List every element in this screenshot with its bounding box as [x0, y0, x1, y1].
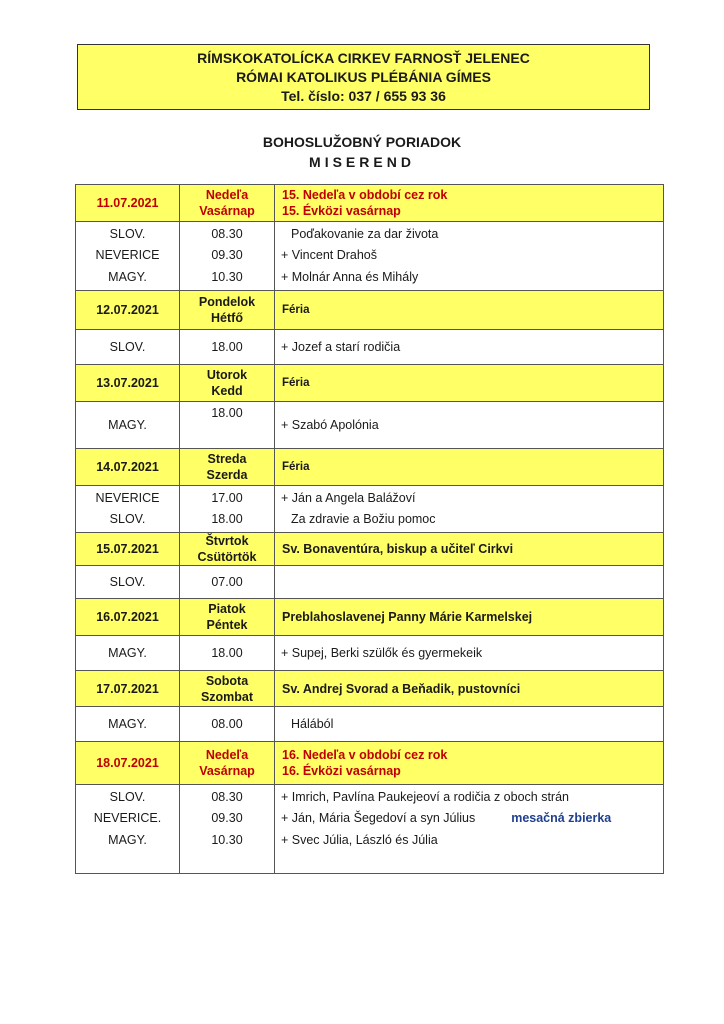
mass-place: MAGY. — [76, 707, 180, 742]
mass-times — [180, 785, 275, 874]
day-name-sk: Piatok — [208, 602, 246, 616]
day-header-row — [76, 291, 664, 330]
mass-intention: Poďakovanie za dar života — [291, 227, 439, 242]
day-date: 18.07.2021 — [76, 742, 180, 785]
mass-row — [76, 636, 664, 671]
mass-time: 18.00 — [180, 330, 275, 365]
day-name-sk: Pondelok — [198, 295, 256, 309]
day-header-row — [76, 185, 664, 222]
mass-place: SLOV. — [76, 566, 180, 599]
mass-place: SLOV. — [109, 227, 146, 242]
day-date: 15.07.2021 — [76, 533, 180, 566]
mass-row — [76, 707, 664, 742]
day-name — [180, 449, 275, 486]
mass-place: NEVERICE. — [93, 811, 162, 826]
mass-intention: + Ján a Angela Balážoví — [281, 490, 416, 505]
feast: Sv. Andrej Svorad a Beňadik, pustovníci — [275, 671, 664, 707]
page-title: BOHOSLUŽOBNÝ PORIADOK — [262, 134, 462, 150]
feast: Féria — [275, 365, 664, 402]
day-name-hu: Szerda — [206, 468, 248, 482]
mass-time: 09.30 — [211, 811, 243, 826]
mass-intention — [275, 566, 664, 599]
day-name-sk: Sobota — [205, 673, 249, 688]
day-name — [180, 185, 275, 222]
parish-phone: Tel. číslo: 037 / 655 93 36 — [281, 87, 446, 104]
mass-place: SLOV. — [109, 512, 146, 526]
mass-place: MAGY. — [108, 269, 147, 284]
feast-sk: 15. Nedeľa v období cez rok — [282, 188, 448, 202]
mass-times — [180, 222, 275, 291]
day-name-sk: Nedeľa — [205, 748, 249, 762]
day-name — [180, 291, 275, 330]
day-date: 11.07.2021 — [76, 185, 180, 222]
day-name-sk: Streda — [207, 452, 247, 466]
feast-sk: 16. Nedeľa v období cez rok — [282, 748, 448, 762]
day-header-row — [76, 599, 664, 636]
mass-time: 18.00 — [180, 636, 275, 671]
mass-time: 10.30 — [211, 832, 243, 847]
day-name-hu: Vasárnap — [199, 764, 255, 778]
day-name-hu: Vasárnap — [199, 204, 255, 218]
mass-row — [76, 330, 664, 365]
feast: Sv. Bonaventúra, biskup a učiteľ Cirkvi — [275, 533, 664, 566]
mass-time: 18.00 — [211, 512, 243, 526]
mass-intention: + Vincent Drahoš — [281, 248, 378, 263]
day-name — [180, 599, 275, 636]
day-name-sk: Štvrtok — [205, 534, 249, 548]
feast — [275, 185, 664, 222]
day-date: 16.07.2021 — [76, 599, 180, 636]
parish-header — [77, 44, 650, 110]
mass-intention: + Jozef a starí rodičia — [275, 330, 664, 365]
mass-intention: Za zdravie a Božiu pomoc — [291, 512, 436, 526]
day-date: 14.07.2021 — [76, 449, 180, 486]
mass-row — [76, 785, 664, 874]
mass-intentions — [275, 222, 664, 291]
day-header-row — [76, 365, 664, 402]
day-header-row — [76, 449, 664, 486]
day-date: 17.07.2021 — [76, 671, 180, 707]
mass-intentions — [275, 785, 664, 874]
mass-row — [76, 566, 664, 599]
feast: Féria — [275, 291, 664, 330]
day-name — [180, 365, 275, 402]
mass-row — [76, 402, 664, 449]
mass-time: 10.30 — [211, 269, 243, 284]
mass-place: MAGY. — [76, 636, 180, 671]
mass-place: SLOV. — [109, 790, 146, 804]
mass-places — [76, 785, 180, 874]
page-subtitle: MISEREND — [309, 154, 415, 170]
mass-intention — [275, 707, 664, 742]
mass-time: 17.00 — [211, 490, 243, 505]
parish-name-sk: RÍMSKOKATOLÍCKA CIRKEV FARNOSŤ JELENEC — [197, 49, 530, 66]
mass-row — [76, 486, 664, 533]
mass-time: 07.00 — [180, 566, 275, 599]
mass-time: 08.30 — [211, 790, 243, 804]
mass-intention: + Molnár Anna és Mihály — [281, 269, 419, 284]
mass-places — [76, 486, 180, 533]
mass-intention: + Ján, Mária Šegedoví a syn Július — [281, 811, 476, 826]
day-name-sk: Utorok — [206, 368, 248, 382]
feast-hu: 16. Évközi vasárnap — [282, 764, 401, 778]
day-name-hu: Kedd — [211, 384, 243, 398]
mass-intentions — [275, 486, 664, 533]
mass-row — [76, 222, 664, 291]
day-header-row — [76, 671, 664, 707]
day-name — [180, 533, 275, 566]
mass-places — [76, 222, 180, 291]
day-name — [180, 671, 275, 707]
feast-hu: 15. Évközi vasárnap — [282, 204, 401, 218]
mass-place: NEVERICE — [95, 490, 160, 505]
collection-note: mesačná zbierka — [511, 811, 612, 826]
feast: Preblahoslavenej Panny Márie Karmelskej — [275, 599, 664, 636]
day-name-sk: Nedeľa — [205, 188, 249, 202]
day-name-hu: Péntek — [206, 618, 248, 632]
day-header-row — [76, 533, 664, 566]
day-date: 13.07.2021 — [76, 365, 180, 402]
mass-intention: + Imrich, Pavlína Paukejeoví a rodičia z oboch strán — [281, 790, 569, 804]
mass-place: MAGY. — [76, 402, 180, 449]
day-header-row — [76, 742, 664, 785]
mass-time: 08.30 — [211, 227, 243, 242]
day-name-hu: Csütörtök — [197, 550, 257, 564]
day-name-hu: Hétfő — [211, 311, 243, 325]
mass-time: 09.30 — [211, 248, 243, 263]
mass-time: 08.00 — [180, 707, 275, 742]
mass-schedule-table — [75, 184, 664, 874]
parish-name-hu: RÓMAI KATOLIKUS PLÉBÁNIA GÍMES — [236, 68, 491, 85]
day-date: 12.07.2021 — [76, 291, 180, 330]
mass-intention: + Szabó Apolónia — [275, 402, 664, 449]
day-name-hu: Szombat — [200, 689, 254, 704]
mass-place: SLOV. — [76, 330, 180, 365]
mass-place: NEVERICE — [95, 248, 160, 263]
mass-intention: + Supej, Berki szülők és gyermekeik — [275, 636, 664, 671]
mass-place: MAGY. — [108, 832, 147, 847]
mass-times — [180, 486, 275, 533]
day-name — [180, 742, 275, 785]
mass-time: 18.00 — [180, 402, 275, 449]
feast: Féria — [275, 449, 664, 486]
mass-intention-text: Hálából — [291, 717, 334, 731]
feast — [275, 742, 664, 785]
mass-intention: + Svec Júlia, László és Júlia — [281, 832, 438, 847]
